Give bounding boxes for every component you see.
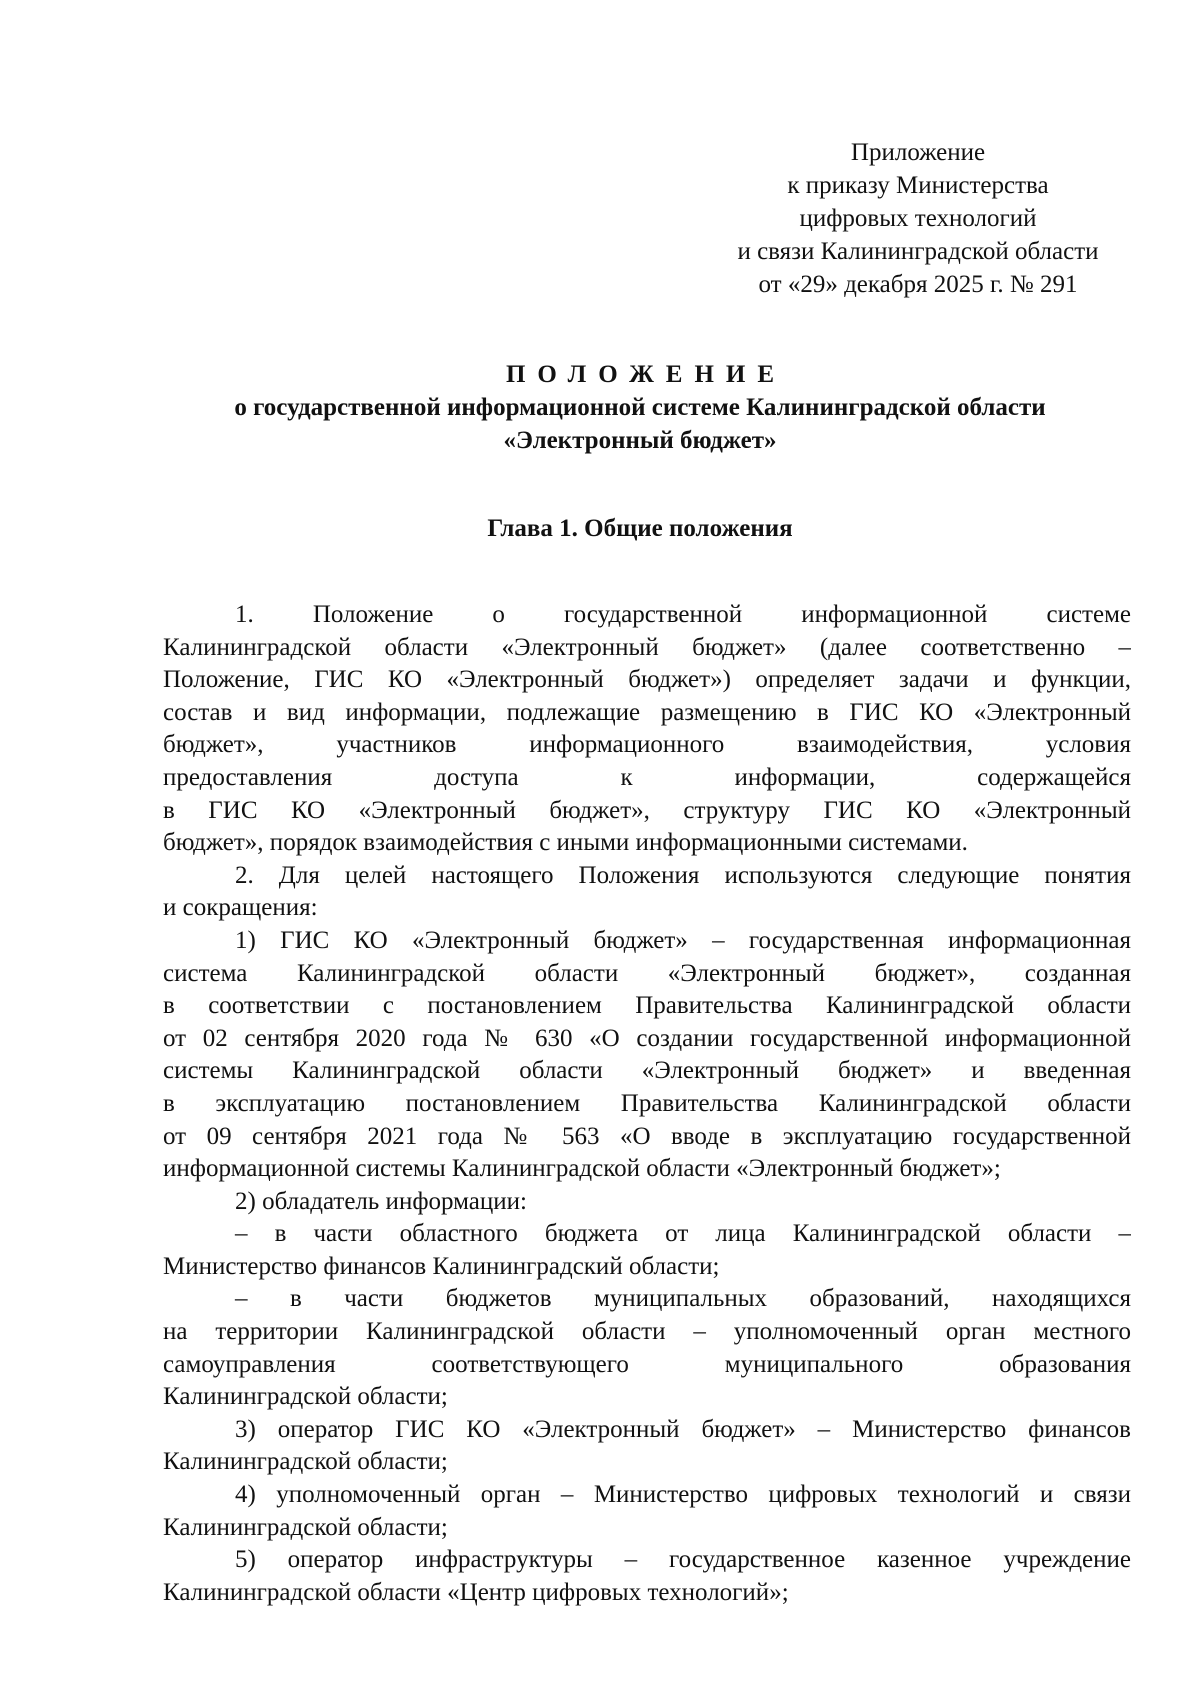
document-title bbox=[160, 358, 1120, 457]
body-line: бюджет», порядок взаимодействия с иными информационными системами. bbox=[163, 829, 968, 857]
body-line: 2. Для целей настоящего Положения используются следующие понятия bbox=[235, 861, 1131, 889]
appendix-line: и связи Калининградской области bbox=[737, 238, 1099, 265]
body-line: от 09 сентября 2021 года № 563 «О вводе в эксплуатацию государственной bbox=[163, 1122, 1131, 1150]
appendix-line: к приказу Министерства bbox=[787, 172, 1049, 199]
body-line: Калининградской области; bbox=[163, 1448, 448, 1476]
body-line: состав и вид информации, подлежащие размещению в ГИС КО «Электронный bbox=[163, 698, 1131, 726]
title-subtitle-line-2: «Электронный бюджет» bbox=[503, 427, 777, 454]
body-line: Калининградской области «Центр цифровых технологий»; bbox=[163, 1578, 789, 1606]
body-line: Положение, ГИС КО «Электронный бюджет») определяет задачи и функции, bbox=[163, 666, 1131, 694]
title-subtitle-line-1: о государственной информационной системе Калининградской области bbox=[234, 394, 1046, 421]
body-line: Министерство финансов Калининградский области; bbox=[163, 1252, 720, 1280]
body-line: предоставления доступа к информации, содержащейся bbox=[163, 763, 1131, 791]
chapter-heading: Глава 1. Общие положения bbox=[487, 515, 793, 542]
body-line: 2) обладатель информации: bbox=[235, 1187, 527, 1215]
body-line: 4) уполномоченный орган – Министерство цифровых технологий и связи bbox=[235, 1481, 1131, 1509]
body-line: система Калининградской области «Электронный бюджет», созданная bbox=[163, 959, 1131, 987]
appendix-line: от «29» декабря 2025 г. № 291 bbox=[758, 271, 1078, 298]
title-word: ПОЛОЖЕНИЕ bbox=[505, 361, 787, 388]
body-line: и сокращения: bbox=[163, 894, 318, 922]
body-line: 3) оператор ГИС КО «Электронный бюджет» – Министерство финансов bbox=[235, 1415, 1131, 1443]
body-line: в эксплуатацию постановлением Правительства Калининградской области bbox=[163, 1089, 1131, 1117]
body-line: – в части областного бюджета от лица Калининградской области – bbox=[235, 1220, 1131, 1248]
body-line: в соответствии с постановлением Правительства Калининградской области bbox=[163, 992, 1131, 1020]
appendix-header bbox=[688, 136, 1148, 301]
body-line: Калининградской области «Электронный бюджет» (далее соответственно – bbox=[163, 633, 1131, 661]
body-line: самоуправления соответствующего муниципального образования bbox=[163, 1350, 1131, 1378]
body-line: – в части бюджетов муниципальных образований, находящихся bbox=[235, 1285, 1131, 1313]
body-line: 1) ГИС КО «Электронный бюджет» – государственная информационная bbox=[235, 926, 1131, 954]
body-line: на территории Калининградской области – уполномоченный орган местного bbox=[163, 1318, 1131, 1346]
body-line: Калининградской области; bbox=[163, 1513, 448, 1541]
body-line: системы Калининградской области «Электронный бюджет» и введенная bbox=[163, 1057, 1131, 1085]
appendix-line: цифровых технологий bbox=[799, 205, 1037, 232]
body-line: в ГИС КО «Электронный бюджет», структуру ГИС КО «Электронный bbox=[163, 796, 1131, 824]
body-line: 5) оператор инфраструктуры – государственное казенное учреждение bbox=[235, 1546, 1131, 1574]
body-line: от 02 сентября 2020 года № 630 «О создании государственной информационной bbox=[163, 1024, 1131, 1052]
body-line: информационной системы Калининградской области «Электронный бюджет»; bbox=[163, 1155, 1001, 1183]
body-line: бюджет», участников информационного взаимодействия, условия bbox=[163, 731, 1131, 759]
body-line: Калининградской области; bbox=[163, 1383, 448, 1411]
body-text bbox=[163, 599, 1131, 1609]
appendix-line: Приложение bbox=[850, 139, 986, 166]
body-line: 1. Положение о государственной информационной системе bbox=[235, 601, 1131, 628]
